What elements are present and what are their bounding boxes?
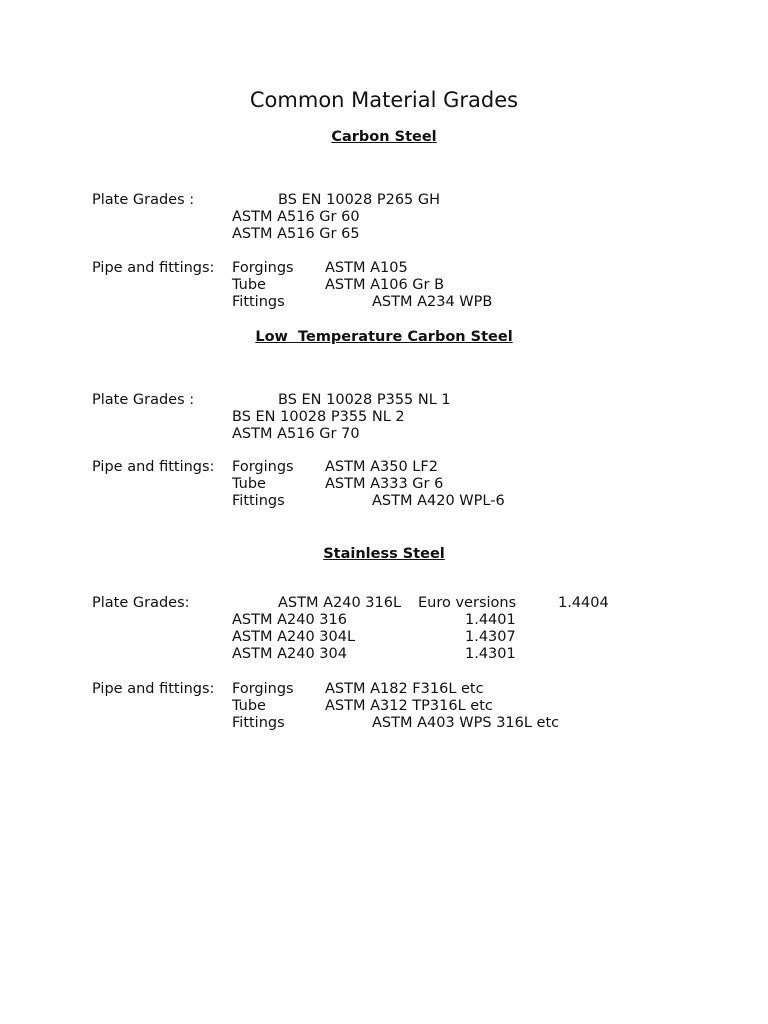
plate-grade-line: ASTM A240 304 [232,646,347,662]
pipe-type: Forgings [232,459,294,475]
pipe-type: Tube [232,277,266,293]
plate-grades-label: Plate Grades: [92,595,190,611]
euro-version-value: 1.4301 [465,646,516,662]
pipe-grade: ASTM A403 WPS 316L etc [372,715,560,731]
plate-grades-label: Plate Grades : [92,192,195,208]
plate-grade-line: ASTM A516 Gr 70 [232,426,360,442]
page-title: Common Material Grades [249,88,519,112]
pipe-type: Tube [232,476,266,492]
plate-grade-line: ASTM A516 Gr 60 [232,209,360,225]
plate-grade-line: ASTM A240 316 [232,612,347,628]
pipe-type: Tube [232,698,266,714]
pipe-fittings-label: Pipe and fittings: [92,681,215,697]
pipe-type: Forgings [232,260,294,276]
pipe-grade: ASTM A182 F316L etc [325,681,484,697]
euro-version-value: 1.4401 [465,612,516,628]
euro-versions-label: Euro versions [418,595,517,611]
pipe-grade: ASTM A420 WPL-6 [372,493,505,509]
plate-grades-label: Plate Grades : [92,392,195,408]
pipe-grade: ASTM A350 LF2 [325,459,438,475]
plate-grade-line: ASTM A516 Gr 65 [232,226,360,242]
pipe-type: Forgings [232,681,294,697]
section-heading-low-temperature-carbon-steel: Low Temperature Carbon Steel [255,329,513,345]
pipe-grade: ASTM A106 Gr B [325,277,445,293]
pipe-grade: ASTM A333 Gr 6 [325,476,444,492]
euro-version-value: 1.4307 [465,629,516,645]
section-heading-stainless-steel: Stainless Steel [323,546,445,562]
pipe-type: Fittings [232,294,285,310]
pipe-type: Fittings [232,493,285,509]
pipe-fittings-label: Pipe and fittings: [92,459,215,475]
plate-grade-line: ASTM A240 316L [278,595,402,611]
pipe-type: Fittings [232,715,285,731]
euro-version-value: 1.4404 [558,595,609,611]
plate-grade-line: BS EN 10028 P265 GH [278,192,441,208]
pipe-grade: ASTM A234 WPB [372,294,493,310]
plate-grade-line: BS EN 10028 P355 NL 1 [278,392,451,408]
plate-grade-line: BS EN 10028 P355 NL 2 [232,409,405,425]
pipe-grade: ASTM A312 TP316L etc [325,698,493,714]
pipe-fittings-label: Pipe and fittings: [92,260,215,276]
plate-grade-line: ASTM A240 304L [232,629,356,645]
pipe-grade: ASTM A105 [325,260,408,276]
section-heading-carbon-steel: Carbon Steel [331,129,437,145]
